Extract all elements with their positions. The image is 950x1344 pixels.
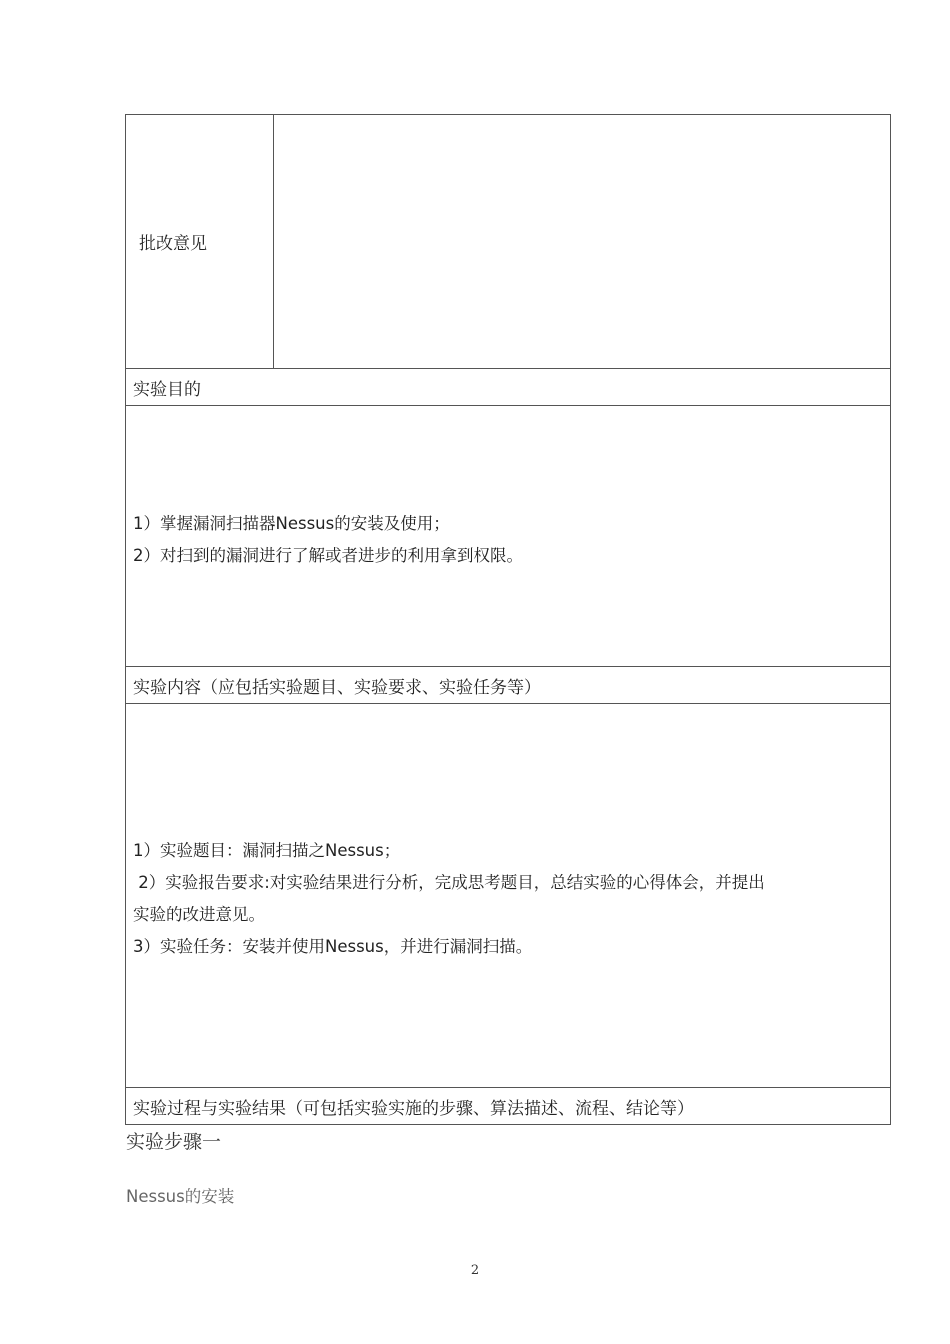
review-row — [125, 114, 891, 369]
page-number: 2 — [470, 1263, 480, 1278]
purpose-line: 2）对扫到的漏洞进行了解或者进步的利用拿到权限。 — [133, 546, 523, 565]
report-table — [125, 114, 891, 1125]
content-header: 实验内容（应包括实验题目、实验要求、实验任务等） — [133, 677, 541, 698]
purpose-body-cell — [125, 406, 891, 667]
step-subtitle: Nessus的安装 — [126, 1187, 235, 1206]
content-line: 实验的改进意见。 — [133, 905, 265, 924]
process-header: 实验过程与实验结果（可包括实验实施的步骤、算法描述、流程、结论等） — [133, 1098, 694, 1119]
content-line: 3）实验任务：安装并使用Nessus，并进行漏洞扫描。 — [133, 937, 533, 956]
content-header-row — [125, 667, 891, 704]
process-header-row — [125, 1088, 891, 1125]
content-line: 1）实验题目：漏洞扫描之Nessus； — [133, 841, 401, 860]
review-label: 批改意见 — [139, 234, 207, 254]
purpose-line: 1）掌握漏洞扫描器Nessus的安装及使用； — [133, 514, 450, 533]
review-content-cell — [274, 115, 890, 368]
purpose-header: 实验目的 — [133, 379, 201, 400]
content-body-cell — [125, 704, 891, 1088]
purpose-header-row — [125, 369, 891, 406]
review-label-cell — [126, 115, 274, 368]
step-title: 实验步骤一 — [126, 1131, 222, 1153]
content-line: 2）实验报告要求:对实验结果进行分析，完成思考题目，总结实验的心得体会，并提出 — [133, 873, 765, 892]
